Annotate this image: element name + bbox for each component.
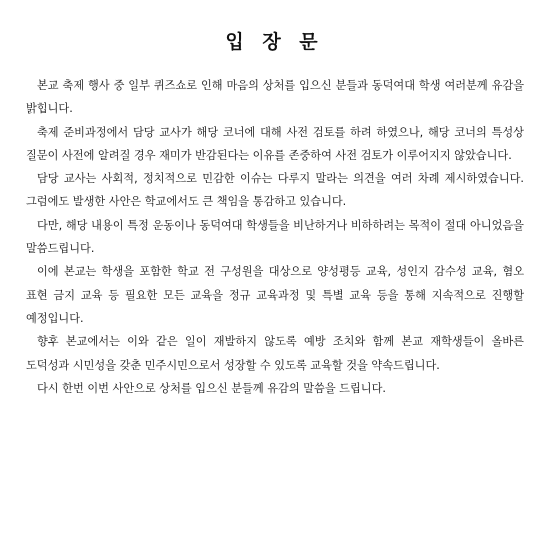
paragraph-preparation-process: 축제 준비과정에서 담당 교사가 해당 코너에 대해 사전 검토를 하려 하였으나, 해당 코너의 특성상 질문이 사전에 알려질 경우 재미가 반감된다는 이유를 존중하여 사전 검토가 이루어지지 않았습니다. xyxy=(26,125,524,162)
document-title: 입 장 문 xyxy=(225,31,324,53)
paragraph-education-plan: 이에 본교는 학생을 포함한 학교 전 구성원을 대상으로 양성평등 교육, 성인지 감수성 교육, 혐오 표현 금지 교육 등 필요한 모든 교육을 정규 교육과정 및 특별 교육 등을 통해 지속적으로 진행할 예정입니다. xyxy=(26,265,524,325)
paragraph-teacher-guidance: 담당 교사는 사회적, 정치적으로 민감한 이슈는 다루지 말라는 의견을 여러 차례 제시하였습니다. 그럼에도 발생한 사안은 학교에서도 큰 책임을 통감하고 있습니다. xyxy=(26,172,524,209)
paragraph-closing: 다시 한번 이번 사안으로 상처를 입으신 분들께 유감의 말씀을 드립니다. xyxy=(37,381,386,395)
paragraph-prevention-promise: 향후 본교에서는 이와 같은 일이 재발하지 않도록 예방 조치와 함께 본교 재학생들이 올바른 도덕성과 시민성을 갖춘 민주시민으로서 성장할 수 있도록 교육할 것을 약속드립니다. xyxy=(26,335,524,372)
paragraph-clarification: 다만, 해당 내용이 특정 운동이나 동덕여대 학생들을 비난하거나 비하하려는 목적이 절대 아니었음을 말씀드립니다. xyxy=(26,218,524,256)
statement-body xyxy=(26,74,524,400)
paragraph-apology: 본교 축제 행사 중 일부 퀴즈쇼로 인해 마음의 상처를 입으신 분들과 동덕여대 학생 여러분께 유감을 밝힙니다. xyxy=(26,79,524,116)
